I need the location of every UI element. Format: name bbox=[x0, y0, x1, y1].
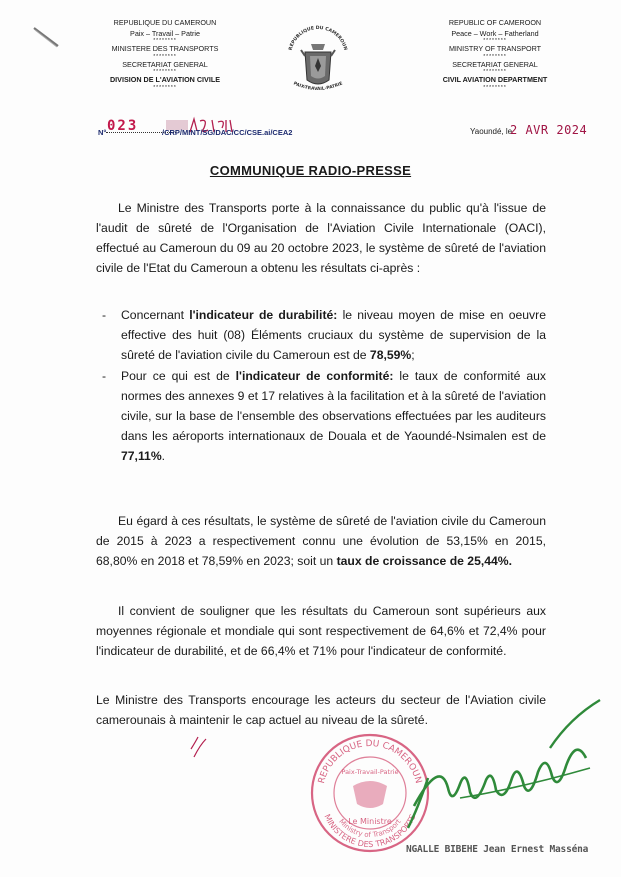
bullet2-end: . bbox=[161, 449, 166, 463]
emblem-top-text: REPUBLIQUE DU CAMEROUN bbox=[288, 25, 348, 51]
date-line bbox=[470, 122, 600, 142]
list-item-conformity bbox=[96, 366, 546, 466]
bullet2-text: le taux de conformité aux normes des annexes 9 et 17 relatives à la facilitation et à la sûreté de l'aviation civile, sur la base de l'ensemble des observations effectuées par les auditeurs dans les aéroports internationaux de Douala et de Yaoundé-Nsimalen est de bbox=[121, 369, 546, 443]
paragraph-intro: Le Ministre des Transports porte à la connaissance du public qu'à l'issue de l'audit de sûreté de l'Organisation de l'Aviation Civile Internationale (OACI), effectué au Cameroun du 09 au 20 octobre 2023, le système de sûreté de l'aviation civile de l'Etat du Cameroun a obtenu les résultats ci-après : bbox=[96, 201, 546, 275]
header-left-motto: Paix – Travail – Patrie bbox=[130, 28, 200, 38]
paragraph-closing: Le Ministre des Transports encourage les acteurs du secteur de l'Aviation civile camerounais à maintenir le cap actuel au niveau de la sûreté. bbox=[96, 693, 546, 727]
bullet-dash: - bbox=[102, 308, 107, 322]
handwritten-tick-icon bbox=[188, 735, 208, 759]
bullet1-end: ; bbox=[411, 348, 415, 362]
header-left-stars: ******** bbox=[153, 38, 177, 44]
header-left-stars-2: ******** bbox=[153, 53, 177, 60]
results-list bbox=[96, 305, 546, 467]
header-right bbox=[410, 18, 580, 91]
stamp-bottom-text: MINISTERE DES TRANSPORTS bbox=[322, 812, 418, 850]
header-right-secretariat: SECRETARIAT GENERAL bbox=[452, 59, 538, 69]
reference-prefix: N° bbox=[98, 128, 107, 137]
p2-bold: taux de croissance de 25,44%. bbox=[336, 554, 513, 568]
document-title: COMMUNIQUE RADIO-PRESSE bbox=[209, 163, 412, 178]
stamp-bottom-en-text: Ministry of Transport bbox=[337, 817, 403, 840]
header-left-stars-4: ******** bbox=[153, 84, 177, 91]
bullet1-intro: Concernant bbox=[121, 308, 190, 322]
header-right-department: CIVIL AVIATION DEPARTMENT bbox=[442, 75, 548, 84]
header-left-secretariat: SECRETARIAT GENERAL bbox=[122, 59, 208, 69]
stamp-top-text: REPUBLIQUE DU CAMEROUN bbox=[317, 738, 423, 785]
header-right-stars-2: ******** bbox=[483, 53, 507, 60]
header-right-country: REPUBLIC OF CAMEROON bbox=[448, 18, 542, 27]
coat-of-arms-emblem bbox=[283, 22, 353, 102]
reference-line bbox=[98, 120, 358, 140]
stamp-role: Le Ministre bbox=[348, 817, 392, 826]
header-right-motto: Peace – Work – Fatherland bbox=[451, 28, 539, 38]
header-right-stars-3: ******** bbox=[483, 69, 507, 75]
header-left-country: REPUBLIQUE DU CAMEROUN bbox=[113, 18, 217, 27]
header-right-ministry: MINISTRY OF TRANSPORT bbox=[448, 44, 542, 53]
signatory-name: NGALLE BIBEHE Jean Ernest Masséna bbox=[406, 844, 589, 855]
bullet1-value: 78,59% bbox=[369, 348, 412, 362]
pen-mark-icon bbox=[32, 26, 62, 50]
reference-path: /CRP/MINT/SG/DAC/CC/CSE.ai/CEA2 bbox=[162, 128, 293, 137]
header-right-stars: ******** bbox=[483, 38, 507, 44]
bullet1-text: le niveau moyen de mise en oeuvre effective des huit (08) Éléments cruciaux du système de supervision de la sûreté de l'aviation civile du Cameroun est de bbox=[121, 308, 546, 362]
reference-number: 023 bbox=[107, 118, 139, 134]
header-left-ministry: MINISTERE DES TRANSPORTS bbox=[111, 44, 219, 53]
bullet2-bold: l'indicateur de conformité: bbox=[235, 369, 394, 383]
header-left-stars-3: ******** bbox=[153, 69, 177, 75]
date-prefix: Yaoundé, le bbox=[470, 127, 513, 136]
bullet1-bold: l'indicateur de durabilité: bbox=[189, 308, 338, 322]
paragraph-comparison: Il convient de souligner que les résultats du Cameroun sont supérieurs aux moyennes régionale et mondiale qui sont respectivement de 64,6% et 72,4% pour l'indicateur de durabilité, et de 66,4% et 71% pour l'indicateur de conformité. bbox=[96, 604, 546, 658]
paragraph-evolution bbox=[96, 511, 546, 571]
header-right-stars-4: ******** bbox=[483, 84, 507, 91]
date-stamp: 2 AVR 2024 bbox=[510, 123, 588, 137]
list-item-durability bbox=[96, 305, 546, 365]
bullet2-intro: Pour ce qui est de bbox=[121, 369, 236, 383]
header-left-division: DIVISION DE L'AVIATION CIVILE bbox=[109, 75, 221, 84]
bullet2-value: 77,11% bbox=[121, 449, 162, 463]
p2-text: Eu égard à ces résultats, le système de sûreté de l'aviation civile du Cameroun de 2015 à 2023 a respectivement connu une évolution de 53,15% en 2015, 68,80% en 2018 et 78,59% en 2023; soit un bbox=[96, 514, 546, 568]
emblem-bottom-text: PAIX-TRAVAIL-PATRIE bbox=[292, 81, 344, 93]
handwritten-signature bbox=[400, 688, 610, 838]
bullet-dash-2: - bbox=[102, 369, 107, 383]
stamp-motto: Paix-Travail-Patrie bbox=[341, 768, 399, 776]
header-left bbox=[80, 18, 250, 91]
